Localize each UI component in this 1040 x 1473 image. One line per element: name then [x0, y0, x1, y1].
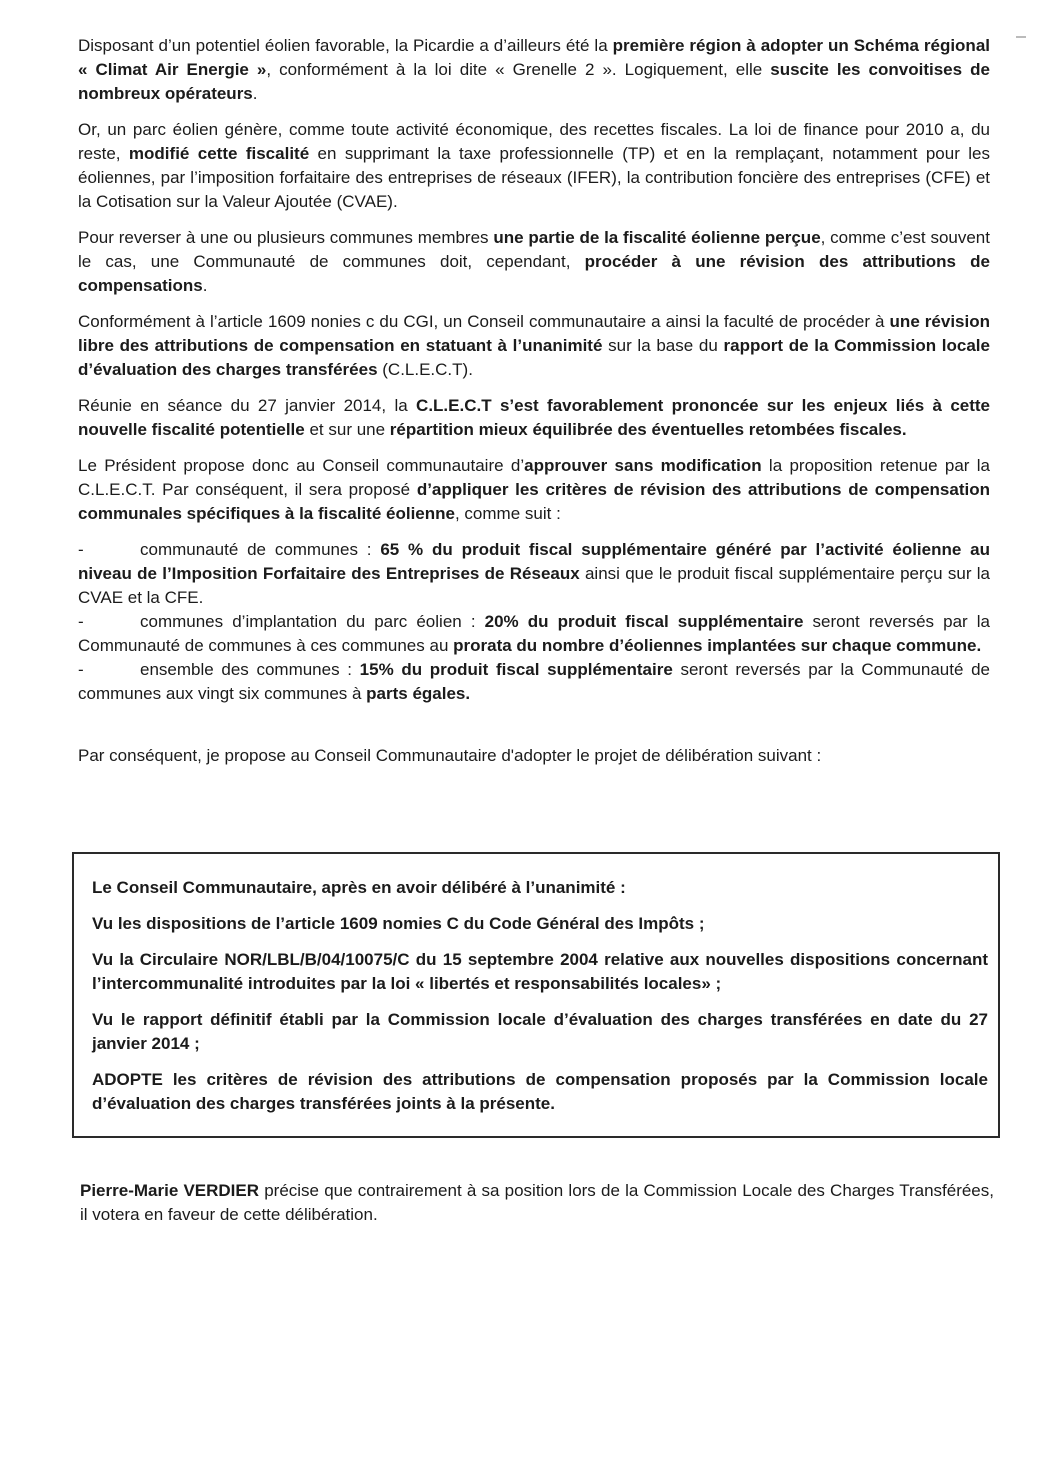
bold-text: une partie de la fiscalité éolienne perçue [493, 228, 821, 247]
scan-mark [1016, 36, 1026, 38]
deliberation-box [72, 852, 1000, 1138]
text-run: , conformément à la loi dite « Grenelle 2 ». Logiquement, elle [266, 60, 771, 79]
text-run: Disposant d’un potentiel éolien favorable, la Picardie a d’ailleurs été la [78, 36, 613, 55]
deliberation-intro: Le Conseil Communautaire, après en avoir délibéré à l’unanimité : [92, 878, 626, 897]
closing-section [80, 1179, 994, 1239]
list-dash: - [78, 612, 84, 631]
text-run: en supprimant la taxe professionnelle (TP) et en la remplaçant, notamment pour les éoliennes, par l’imposition forfaitaire des entreprises de réseaux (IFER), la contribution foncière des entreprises (CFE) et la Cotisation sur la Valeur Ajoutée (CVAE). [78, 144, 990, 211]
deliberation-vu-rapport: Vu le rapport définitif établi par la Commission locale d’évaluation des charges transférées en date du 27 janvier 2014 ; [92, 1010, 988, 1053]
text-run: Le Président propose donc au Conseil communautaire d’ [78, 456, 525, 475]
list-dash: - [78, 660, 84, 679]
text-run: . [202, 276, 208, 295]
text-run: , comme suit : [454, 504, 561, 523]
text-run: Réunie en séance du 27 janvier 2014, la [78, 396, 417, 415]
bold-text: répartition mieux équilibrée des éventuelles retombées fiscales. [389, 420, 907, 439]
bold-text: C.L.E.C.T s’est favorablement prononcée sur les enjeux liés à cette nouvelle fiscalité potentielle [78, 396, 990, 439]
text-run: sur la base du [602, 336, 724, 355]
bold-text: modifié cette fiscalité [128, 144, 310, 163]
bold-text: 15% du produit fiscal supplémentaire [359, 660, 673, 679]
deliberation-adopte: ADOPTE les critères de révision des attributions de compensation proposés par la Commission locale d’évaluation des charges transférées joints à la présente. [92, 1070, 988, 1113]
paragraph-picardie [78, 34, 990, 106]
text-run: seront reversés par la Communauté de communes aux vingt six communes à [78, 660, 990, 703]
bold-text: première région à adopter un Schéma régional « Climat Air Energie » [78, 36, 990, 79]
criteria-list [78, 538, 990, 706]
text-run: . [252, 84, 258, 103]
text-run: communes d’implantation du parc éolien : [140, 612, 485, 631]
bold-text: d’appliquer les critères de révision des attributions de compensation communales spécifiques à la fiscalité éolienne [78, 480, 990, 523]
closing-paragraph [80, 1179, 994, 1227]
text-run: Conformément à l’article 1609 nonies c du CGI, un Conseil communautaire a ainsi la faculté de procéder à [78, 312, 890, 331]
deliberation-vu-circulaire: Vu la Circulaire NOR/LBL/B/04/10075/C du 15 septembre 2004 relative aux nouvelles dispositions concernant l’intercommunalité introduites par la loi « libertés et responsabilités locales» ; [92, 950, 988, 993]
paragraph-fiscalite [78, 118, 990, 214]
proposal-sentence: Par conséquent, je propose au Conseil Communautaire d'adopter le projet de délibération suivant : [78, 746, 822, 765]
paragraph-president-propose [78, 454, 990, 526]
paragraph-clect-seance [78, 394, 990, 442]
text-run: Pour reverser à une ou plusieurs communes membres [78, 228, 494, 247]
text-run: précise que contrairement à sa position lors de la Commission Locale des Charges Transférées, il votera en faveur de cette délibération. [80, 1181, 994, 1224]
bold-text: une révision libre des attributions de compensation en statuant à l’unanimité [78, 312, 990, 355]
bold-text: suscite les convoitises de nombreux opérateurs [78, 60, 990, 103]
bold-text: parts égales. [366, 684, 471, 703]
bold-text: procéder à une révision des attributions de compensations [78, 252, 990, 295]
bold-text: approuver sans modification [524, 456, 762, 475]
list-item [78, 610, 990, 658]
paragraph-reversement [78, 226, 990, 298]
text-run: , comme c’est souvent le cas, une Communauté de communes doit, cependant, [78, 228, 990, 271]
text-run: (C.L.E.C.T). [377, 360, 473, 379]
list-item [78, 538, 990, 610]
text-run: ensemble des communes : [140, 660, 360, 679]
text-run: seront reversés par la Communauté de communes à ces communes au [78, 612, 990, 655]
deliberation-vu-article: Vu les dispositions de l’article 1609 nomies C du Code Général des Impôts ; [92, 914, 705, 933]
paragraph-article-1609 [78, 310, 990, 382]
text-run: la proposition retenue par la C.L.E.C.T. Par conséquent, il sera proposé [78, 456, 990, 499]
text-run: et sur une [304, 420, 390, 439]
bold-text: 65 % du produit fiscal supplémentaire généré par l’activité éolienne au niveau de l’Imposition Forfaitaire des Entreprises de Réseaux [78, 540, 990, 583]
bold-text: rapport de la Commission locale d’évaluation des charges transférées [78, 336, 990, 379]
text-run: communauté de communes : [140, 540, 381, 559]
bold-text: Pierre-Marie VERDIER [80, 1181, 260, 1200]
bold-text: 20% du produit fiscal supplémentaire [484, 612, 804, 631]
document-body [78, 34, 990, 780]
list-dash: - [78, 540, 84, 559]
text-run: ainsi que le produit fiscal supplémentaire perçu sur la CVAE et la CFE. [78, 564, 990, 607]
bold-text: prorata du nombre d’éoliennes implantées sur chaque commune. [453, 636, 982, 655]
list-item [78, 658, 990, 706]
text-run: Or, un parc éolien génère, comme toute activité économique, des recettes fiscales. La loi de finance pour 2010 a, du reste, [78, 120, 990, 163]
